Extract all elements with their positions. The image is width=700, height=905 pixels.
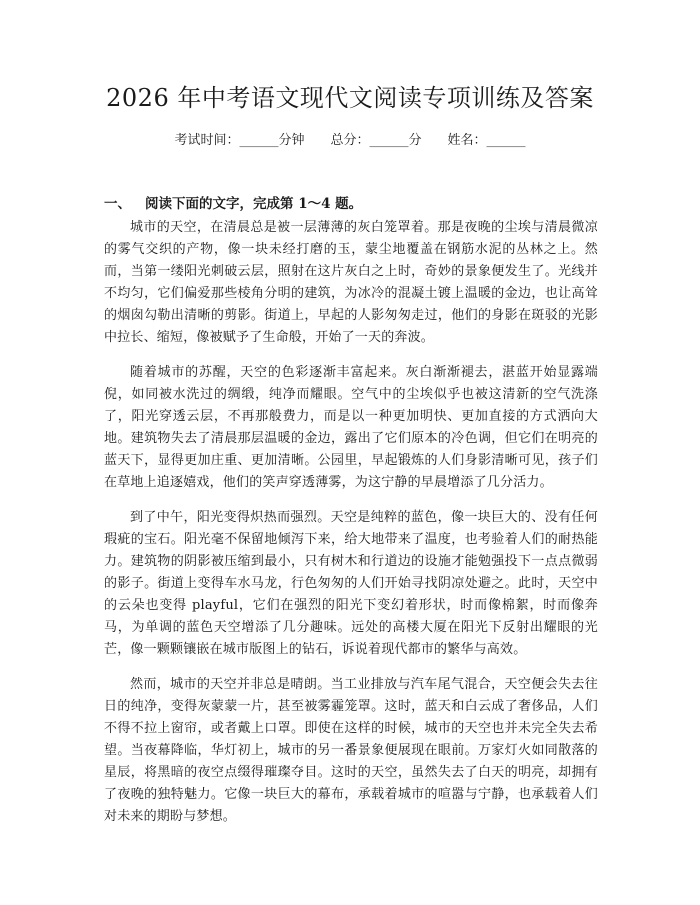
- page-title: 2026 年中考语文现代文阅读专项训练及答案: [106, 84, 594, 112]
- section-instruction: 阅读下面的文字，完成第 1～4 题。: [145, 196, 363, 212]
- section-heading: [104, 195, 362, 213]
- passage-paragraph-2: 随着城市的苏醒，天空的色彩逐渐丰富起来。灰白渐渐褪去，湛蓝开始显露端倪，如同被水洗过的绸缎，纯净而耀眼。空气中的尘埃似乎也被这清新的空气洗涤了，阳光穿透云层，不再那般费力，而是以一种更加明快、更加直接的方式洒向大地。建筑物失去了清晨那层温暖的金边，露出了它们原本的冷色调，但它们在明亮的蓝天下，显得更加庄重、更加清晰。公园里，早起锻炼的人们身影清晰可见，孩子们在草地上追逐嬉戏，他们的笑声穿透薄雾，为这宁静的早晨增添了几分活力。: [104, 365, 598, 490]
- section-number: 一、: [104, 196, 131, 212]
- student-name-field: 姓名：______: [447, 133, 526, 148]
- exam-time-field: 考试时间：______分钟: [174, 133, 305, 148]
- exam-info-line: [0, 132, 700, 150]
- reading-passage: [104, 217, 598, 841]
- total-score-field: 总分：______分: [330, 133, 422, 148]
- passage-paragraph-4: 然而，城市的天空并非总是晴朗。当工业排放与汽车尾气混合，天空便会失去往日的纯净，变得灰蒙蒙一片，甚至被雾霾笼罩。这时，蓝天和白云成了奢侈品，人们不得不拉上窗帘，或者戴上口罩。即使在这样的时候，城市的天空也并未完全失去希望。当夜幕降临，华灯初上，城市的另一番景象便展现在眼前。万家灯火如同散落的星辰，将黑暗的夜空点缀得璀璨夺目。这时的天空，虽然失去了白天的明亮，却拥有了夜晚的独特魅力。它像一块巨大的幕布，承载着城市的喧嚣与宁静，也承载着人们对未来的期盼与梦想。: [104, 677, 598, 824]
- passage-paragraph-1: 城市的天空，在清晨总是被一层薄薄的灰白笼罩着。那是夜晚的尘埃与清晨微凉的雾气交织的产物，像一块未经打磨的玉，蒙尘地覆盖在钢筋水泥的丛林之上。然而，当第一缕阳光刺破云层，照射在这片灰白之上时，奇妙的景象便发生了。光线并不均匀，它们偏爱那些棱角分明的建筑，为冰冷的混凝土镀上温暖的金边，也让高耸的烟囱勾勒出清晰的剪影。街道上，早起的人影匆匆走过，他们的身影在斑驳的光影中拉长、缩短，像被赋予了生命般，开始了一天的奔波。: [104, 220, 598, 345]
- passage-paragraph-3: 到了中午，阳光变得炽热而强烈。天空是纯粹的蓝色，像一块巨大的、没有任何瑕疵的宝石。阳光毫不保留地倾泻下来，给大地带来了温度，也考验着人们的耐热能力。建筑物的阴影被压缩到最小，只有树木和行道边的设施才能勉强投下一点点微弱的影子。街道上变得车水马龙，行色匆匆的人们开始寻找阴凉处避之。此时，天空中的云朵也变得 playful，它们在强烈的阳光下变幻着形状，时而像棉絮，时而像奔马，为单调的蓝色天空增添了几分趣味。远处的高楼大厦在阳光下反射出耀眼的光芒，像一颗颗镶嵌在城市版图上的钻石，诉说着现代都市的繁华与高效。: [104, 510, 598, 657]
